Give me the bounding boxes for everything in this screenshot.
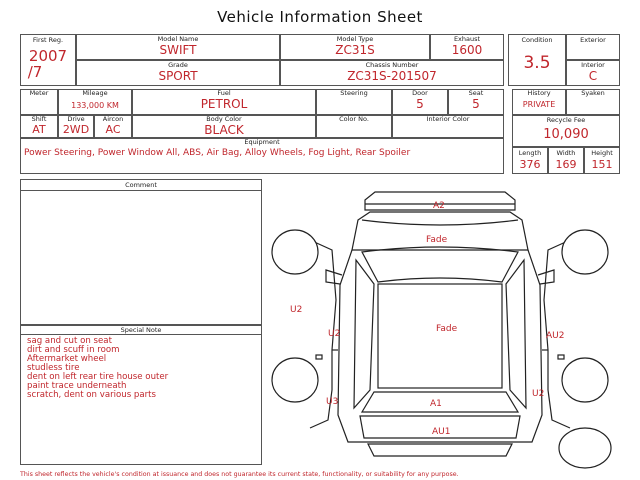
equipment-value: Power Steering, Power Window All, ABS, Air Bag, Alloy Wheels, Fog Light, Rear Spoiler	[24, 148, 411, 158]
special-note-line: sag and cut on seat	[27, 336, 112, 346]
meter-label: Meter	[29, 89, 49, 97]
exterior-label: Exterior	[580, 36, 606, 44]
syaken-label: Syaken	[581, 89, 605, 97]
shift-label: Shift	[31, 115, 47, 123]
height-label: Height	[591, 149, 613, 157]
mark-right-side: AU2	[546, 331, 565, 341]
aircon-label: Aircon	[102, 115, 124, 123]
interior-value: C	[588, 69, 598, 83]
special-note-line: studless tire	[27, 363, 80, 373]
interior-label: Interior	[581, 61, 605, 69]
comment-box	[20, 179, 262, 325]
shift-value: AT	[32, 123, 46, 136]
mark-front-bumper: A2	[433, 201, 445, 211]
exhaust-label: Exhaust	[453, 35, 481, 43]
chassis-label: Chassis Number	[365, 61, 419, 69]
drive-value: 2WD	[62, 123, 90, 136]
mark-right-rear: U2	[532, 389, 545, 399]
length-value: 376	[519, 158, 541, 171]
vehicle-damage-diagram	[270, 180, 620, 470]
seat-value: 5	[472, 97, 480, 111]
front-left-wheel	[272, 230, 318, 274]
first-reg-label: First Reg.	[32, 36, 64, 44]
special-note-divider	[20, 334, 262, 335]
special-note-label: Special Note	[120, 326, 162, 334]
special-note-line: Aftermarket wheel	[27, 354, 107, 364]
mark-left-front: U2	[290, 305, 303, 315]
model-name-label: Model Name	[157, 35, 199, 43]
fuel-label: Fuel	[217, 89, 231, 97]
disclaimer: This sheet reflects the vehicle's condition at issuance and does not guarantee its current state, functionality, or suitability for any purpose.	[20, 471, 459, 478]
rear-right-wheel	[562, 358, 608, 402]
sheet-title: Vehicle Information Sheet	[217, 8, 423, 26]
body-color-value: BLACK	[204, 123, 244, 137]
special-note-line: scratch, dent on various parts	[27, 390, 157, 400]
mileage-label: Mileage	[82, 89, 108, 97]
fuel-value: PETROL	[200, 97, 248, 111]
mark-roof: Fade	[436, 324, 458, 334]
color-no-label: Color No.	[339, 115, 369, 123]
first-reg-month: /7	[27, 63, 43, 81]
first-reg-year: 2007	[28, 47, 68, 65]
door-value: 5	[416, 97, 424, 111]
history-value: PRIVATE	[522, 100, 556, 109]
length-label: Length	[518, 149, 542, 157]
width-value: 169	[555, 158, 577, 171]
front-right-wheel	[562, 230, 608, 274]
recycle-fee-label: Recycle Fee	[546, 116, 586, 124]
comment-label: Comment	[125, 181, 157, 189]
equipment-label: Equipment	[244, 138, 280, 146]
model-type-value: ZC31S	[335, 43, 375, 57]
height-value: 151	[591, 158, 613, 171]
grade-value: SPORT	[158, 69, 198, 83]
special-note-line: paint trace underneath	[27, 381, 127, 391]
history-label: History	[527, 89, 551, 97]
condition-value: 3.5	[523, 53, 551, 73]
mark-left-side: U2	[328, 329, 341, 339]
interior-color-label: Interior Color	[426, 115, 470, 123]
body-color-label: Body Color	[206, 115, 242, 123]
mark-left-rear: U3	[326, 397, 339, 407]
special-note-line: dirt and scuff in room	[27, 345, 120, 355]
width-label: Width	[556, 149, 576, 157]
spare-tire	[559, 428, 611, 468]
condition-label: Condition	[521, 36, 553, 44]
model-name-value: SWIFT	[159, 43, 197, 57]
seat-label: Seat	[468, 89, 484, 97]
rear-left-wheel	[272, 358, 318, 402]
comment-divider	[20, 190, 262, 191]
exhaust-value: 1600	[451, 43, 483, 57]
grade-label: Grade	[168, 61, 188, 69]
chassis-value: ZC31S-201507	[347, 69, 437, 83]
aircon-value: AC	[105, 123, 121, 136]
mileage-value: 133,000 KM	[71, 101, 119, 110]
drive-label: Drive	[67, 115, 85, 123]
special-note-list	[27, 337, 257, 400]
recycle-fee-value: 10,090	[543, 127, 589, 142]
door-label: Door	[412, 89, 428, 97]
model-type-label: Model Type	[336, 35, 374, 43]
steering-label: Steering	[340, 89, 368, 97]
mark-hood: Fade	[426, 235, 448, 245]
special-note-line: dent on left rear tire house outer	[27, 372, 169, 382]
mark-rear-bumper: AU1	[432, 427, 451, 437]
mark-rear-gate: A1	[430, 399, 442, 409]
